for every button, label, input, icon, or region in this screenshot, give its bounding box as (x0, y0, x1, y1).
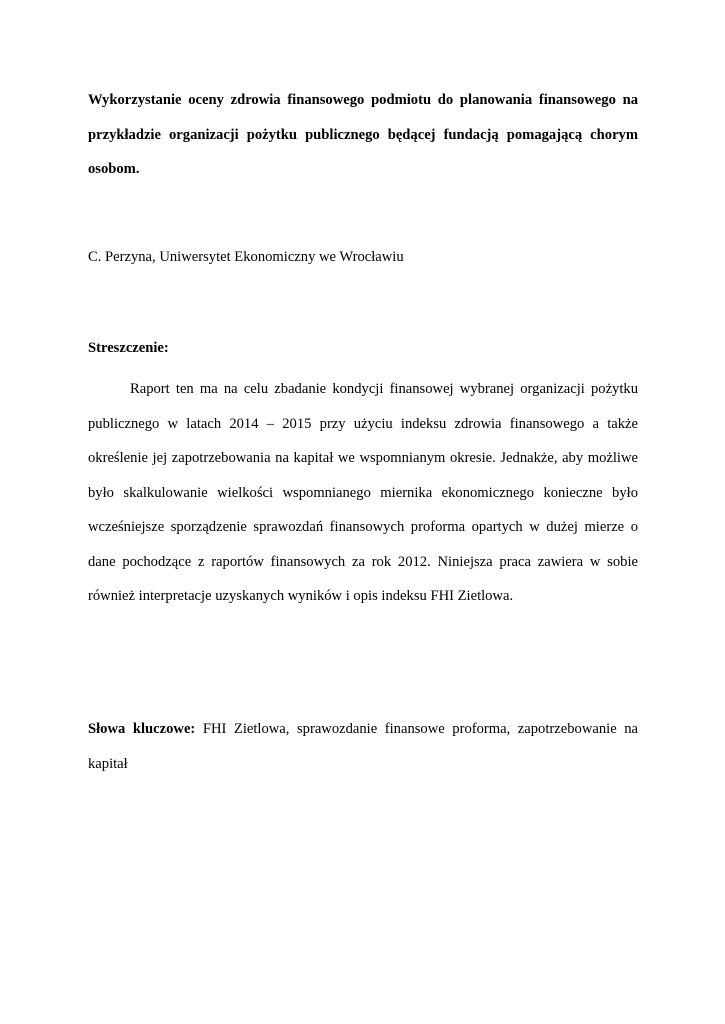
abstract-heading: Streszczenie: (88, 340, 169, 356)
document-page (88, 0, 638, 1024)
keywords-text: FHI Zietlowa, sprawozdanie finansowe proforma, zapotrzebowanie na kapitał (88, 721, 638, 772)
keywords-paragraph (88, 712, 638, 781)
keywords-label: Słowa kluczowe: (88, 721, 196, 737)
author-affiliation: C. Perzyna, Uniwersytet Ekonomiczny we Wrocławiu (88, 249, 404, 265)
abstract-body: Raport ten ma na celu zbadanie kondycji finansowej wybranej organizacji pożytku publicznego w latach 2014 – 2015 przy użyciu indeksu zdrowia finansowego a także określenie jej zapotrzebowania na kapitał we wspomnianym okresie. Jednakże, aby możliwe było skalkulowanie wielkości wspomnianego miernika ekonomicznego konieczne było wcześniejsze sporządzenie sprawozdań finansowych proforma opartych w dużej mierze o dane pochodzące z raportów finansowych za rok 2012. Niniejsza praca zawiera w sobie również interpretacje uzyskanych wyników i opis indeksu FHI Zietlowa. (88, 381, 638, 604)
paper-title: Wykorzystanie oceny zdrowia finansowego podmiotu do planowania finansowego na przykładzie organizacji pożytku publicznego będącej fundacją pomagającą chorym osobom. (88, 92, 638, 177)
